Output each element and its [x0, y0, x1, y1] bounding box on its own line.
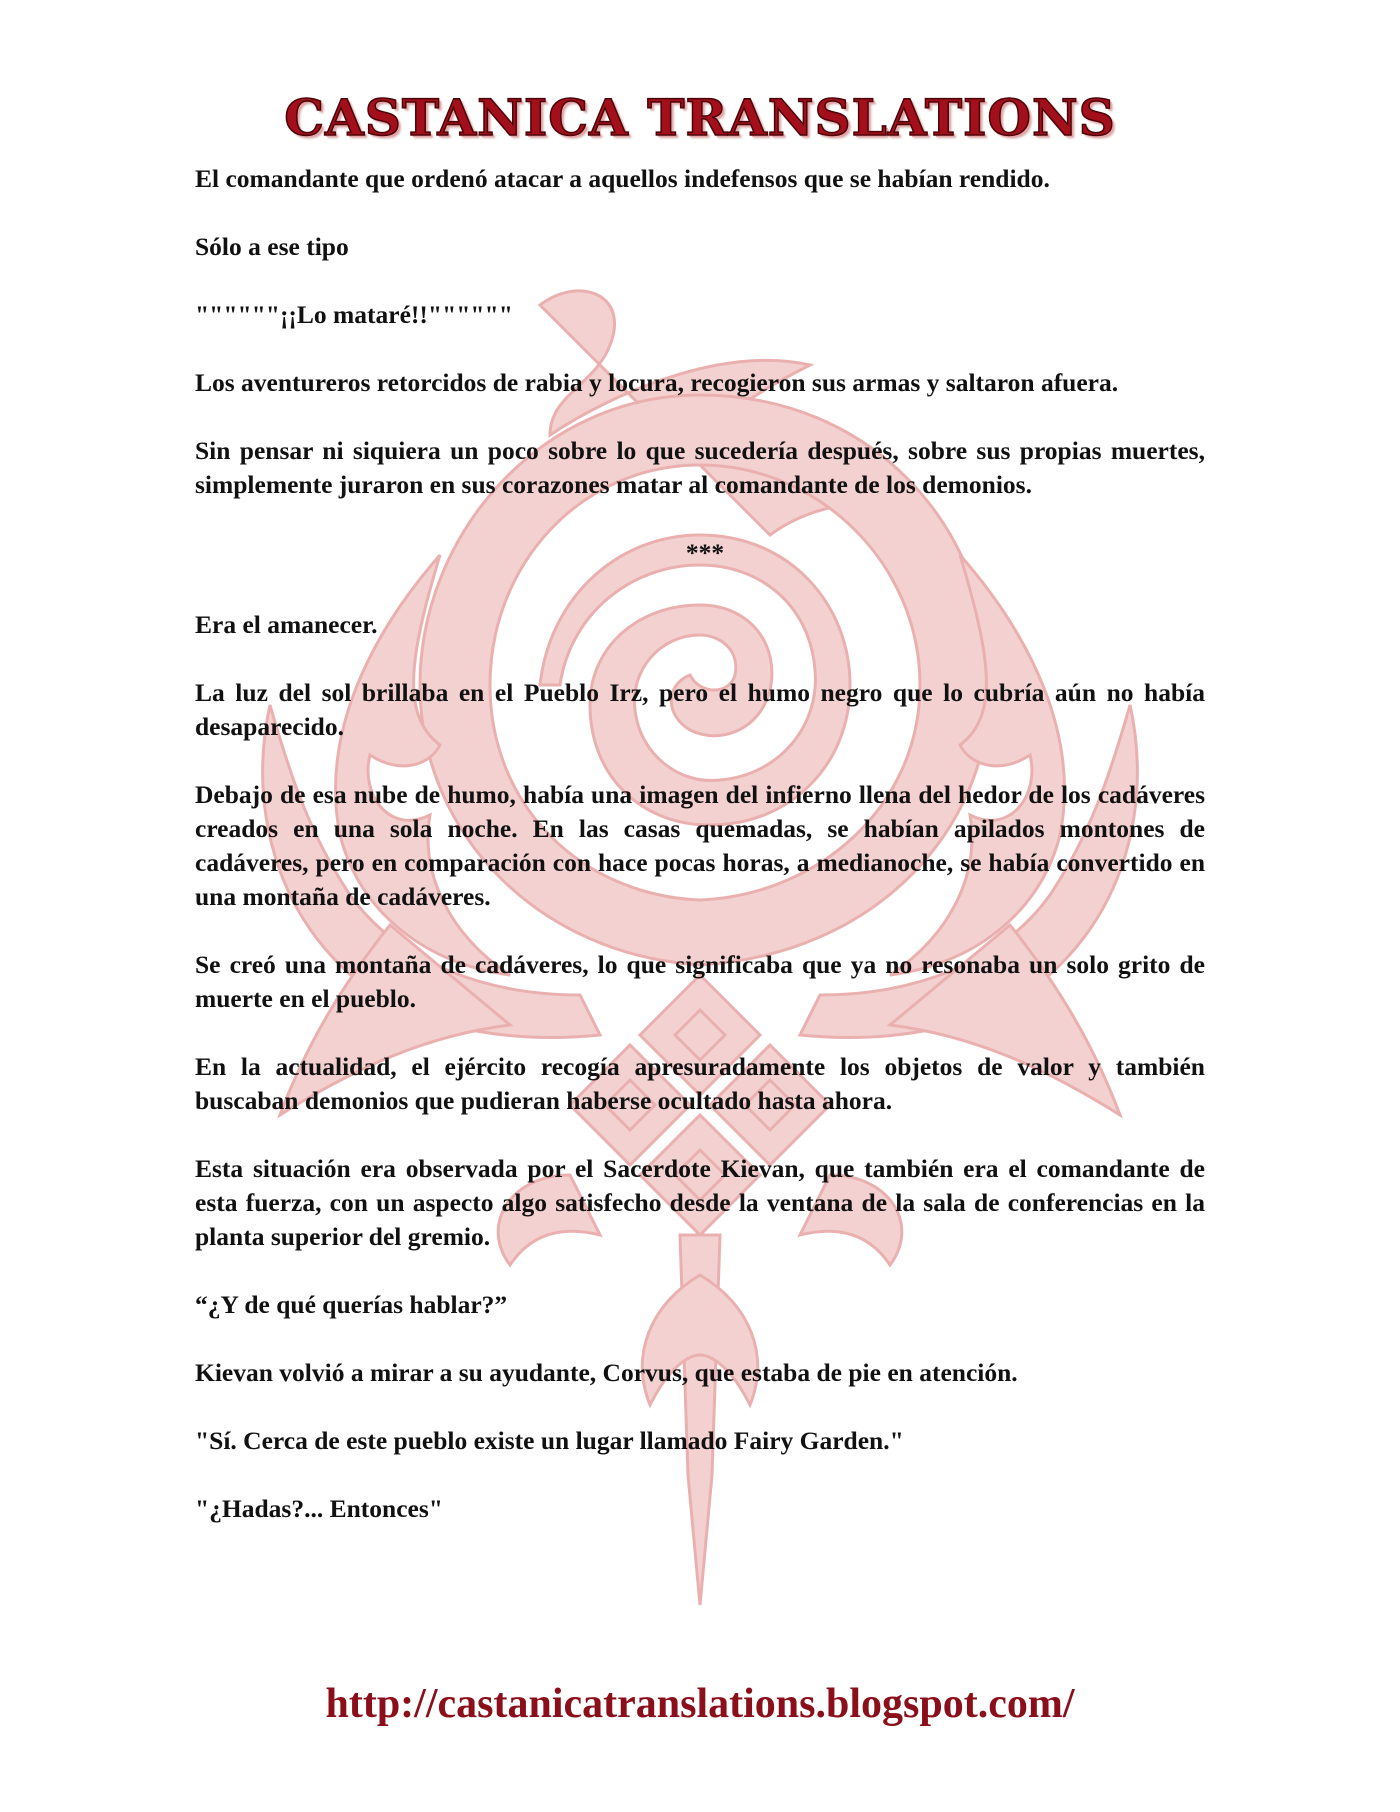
site-title: CASTANICA TRANSLATIONS [284, 88, 1116, 147]
paragraph: Sin pensar ni siquiera un poco sobre lo que sucedería después, sobre sus propias muertes, simplemente juraron en sus corazones matar al comandante de los demonios. [195, 436, 1205, 499]
paragraph: Kievan volvió a mirar a su ayudante, Corvus, que estaba de pie en atención. [195, 1358, 1018, 1387]
paragraph: El comandante que ordenó atacar a aquellos indefensos que se habían rendido. [195, 164, 1050, 193]
paragraph: "Sí. Cerca de este pueblo existe un lugar llamado Fairy Garden." [195, 1426, 904, 1455]
paragraph: Los aventureros retorcidos de rabia y locura, recogieron sus armas y saltaron afuera. [195, 368, 1119, 397]
paragraph: Esta situación era observada por el Sacerdote Kievan, que también era el comandante de esta fuerza, con un aspecto algo satisfecho desde la ventana de la sala de conferencias en la planta superior del gremio. [195, 1154, 1205, 1251]
paragraph: "¿Hadas?... Entonces" [195, 1494, 443, 1523]
site-footer [0, 1680, 1400, 1728]
paragraph: La luz del sol brillaba en el Pueblo Irz, pero el humo negro que lo cubría aún no había desaparecido. [195, 678, 1205, 741]
paragraph: """"""¡¡Lo mataré!!"""""" [195, 300, 513, 329]
scene-separator: *** [685, 538, 725, 567]
paragraph: En la actualidad, el ejército recogía apresuradamente los objetos de valor y también buscaban demonios que pudieran haberse ocultado hasta ahora. [195, 1052, 1205, 1115]
paragraph: Era el amanecer. [195, 610, 378, 639]
paragraph: Sólo a ese tipo [195, 232, 349, 261]
blog-url-link[interactable]: http://castanicatranslations.blogspot.com/ [325, 1681, 1075, 1727]
story-text [195, 162, 1205, 1560]
paragraph: “¿Y de qué querías hablar?” [195, 1290, 508, 1319]
site-header [0, 88, 1400, 147]
paragraph: Se creó una montaña de cadáveres, lo que significaba que ya no resonaba un solo grito de muerte en el pueblo. [195, 950, 1205, 1013]
paragraph: Debajo de esa nube de humo, había una imagen del infierno llena del hedor de los cadáveres creados en una sola noche. En las casas quemadas, se habían apilados montones de cadáveres, pero en comparación con hace pocas horas, a medianoche, se había convertido en una montaña de cadáveres. [195, 780, 1205, 911]
